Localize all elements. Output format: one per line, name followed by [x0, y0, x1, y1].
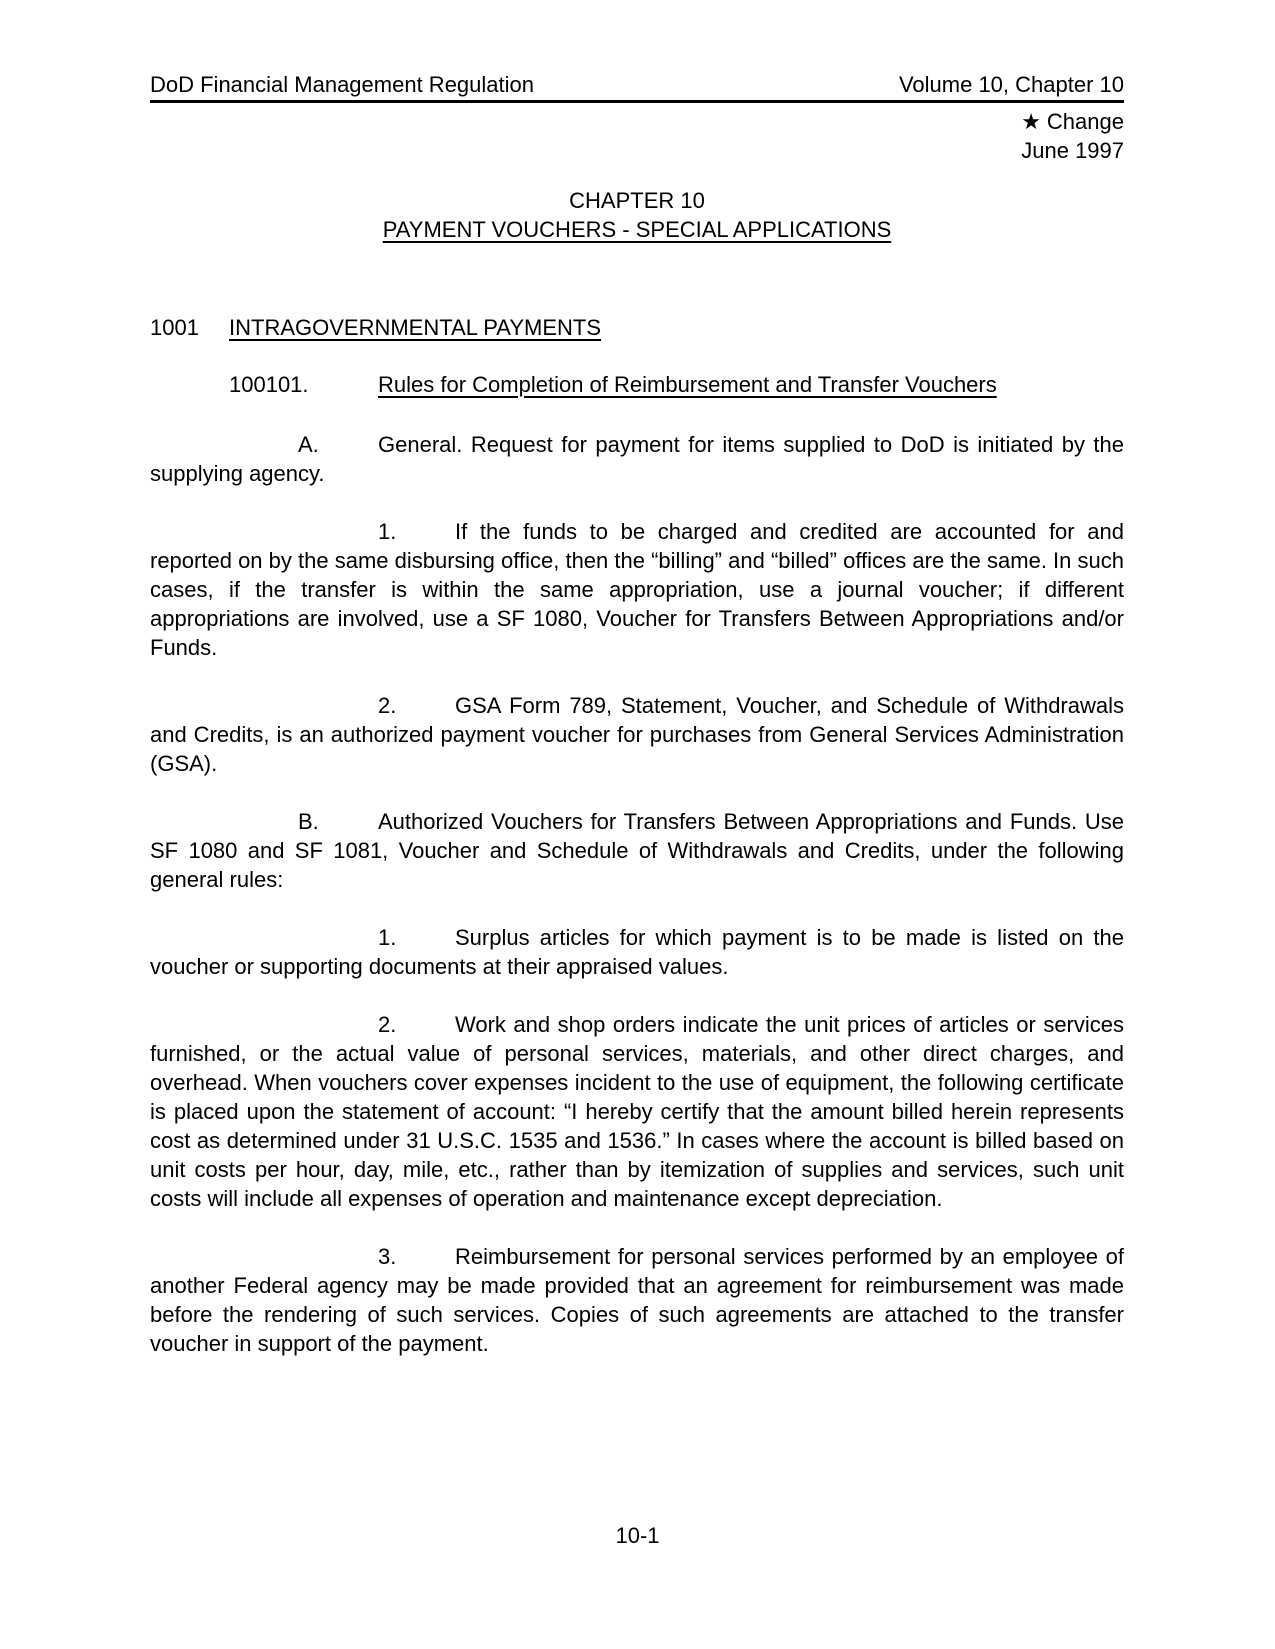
subsection-number: 100101.	[229, 372, 309, 397]
change-label: Change	[1046, 109, 1124, 134]
paragraph-label: 3.	[378, 1244, 397, 1269]
subsection-title: Rules for Completion of Reimbursement and Transfer Vouchers	[378, 372, 997, 397]
paragraph-label: B.	[298, 809, 319, 834]
paragraph-label: 2.	[378, 693, 397, 718]
paragraph-a2	[150, 691, 1124, 778]
page-header	[150, 70, 1124, 103]
paragraph-a	[150, 430, 1124, 488]
chapter-heading	[150, 186, 1124, 244]
paragraph-a1	[150, 517, 1124, 662]
paragraph-b1	[150, 923, 1124, 981]
paragraph-text: Surplus articles for which payment is to be made is listed on the voucher or supporting documents at their appraised values.	[150, 925, 1124, 979]
section-title: INTRAGOVERNMENTAL PAYMENTS	[229, 315, 602, 340]
paragraph-label: 1.	[378, 925, 397, 950]
section-heading	[150, 313, 1124, 342]
change-marker-line	[150, 107, 1124, 136]
star-icon: ★	[1021, 109, 1041, 134]
date-line: June 1997	[1021, 138, 1124, 163]
paragraph-b3	[150, 1242, 1124, 1358]
paragraph-text: General. Request for payment for items supplied to DoD is initiated by the supplying agency.	[150, 432, 1124, 486]
paragraph-text: Reimbursement for personal services performed by an employee of another Federal agency may be made provided that an agreement for reimbursement was made before the rendering of such services. Copies of such agreements are attached to the transfer voucher in support of the payment.	[150, 1244, 1124, 1356]
paragraph-label: 2.	[378, 1012, 397, 1037]
paragraph-label: 1.	[378, 519, 397, 544]
header-left-title: DoD Financial Management Regulation	[150, 72, 534, 97]
paragraph-label: A.	[298, 432, 319, 457]
paragraph-text: Authorized Vouchers for Transfers Between Appropriations and Funds. Use SF 1080 and SF 1081, Voucher and Schedule of Withdrawals and Credits, under the following general rules:	[150, 809, 1124, 892]
subsection-heading	[150, 370, 1124, 399]
chapter-title: PAYMENT VOUCHERS - SPECIAL APPLICATIONS	[382, 217, 892, 242]
header-right-title: Volume 10, Chapter 10	[898, 72, 1124, 97]
page-number: 10-1	[615, 1523, 660, 1548]
paragraph-text: Work and shop orders indicate the unit prices of articles or services furnished, or the actual value of personal services, materials, and other direct charges, and overhead. When vouchers cover expenses incident to the use of equipment, the following certificate is placed upon the statement of account: “I hereby certify that the amount billed herein represents cost as determined under 31 U.S.C. 1535 and 1536.” In cases where the account is billed based on unit costs per hour, day, mile, etc., rather than by itemization of supplies and services, such unit costs will include all expenses of operation and maintenance except depreciation.	[150, 1012, 1124, 1211]
paragraph-text: If the funds to be charged and credited are accounted for and reported on by the same disbursing office, then the “billing” and “billed” offices are the same. In such cases, if the transfer is within the same appropriation, use a journal voucher; if different appropriations are involved, use a SF 1080, Voucher for Transfers Between Appropriations and/or Funds.	[150, 519, 1124, 660]
section-number: 1001	[150, 315, 199, 340]
paragraph-b2	[150, 1010, 1124, 1213]
paragraph-text: GSA Form 789, Statement, Voucher, and Schedule of Withdrawals and Credits, is an authorized payment voucher for purchases from General Services Administration (GSA).	[150, 693, 1124, 776]
paragraph-b	[150, 807, 1124, 894]
chapter-number: CHAPTER 10	[569, 188, 705, 213]
